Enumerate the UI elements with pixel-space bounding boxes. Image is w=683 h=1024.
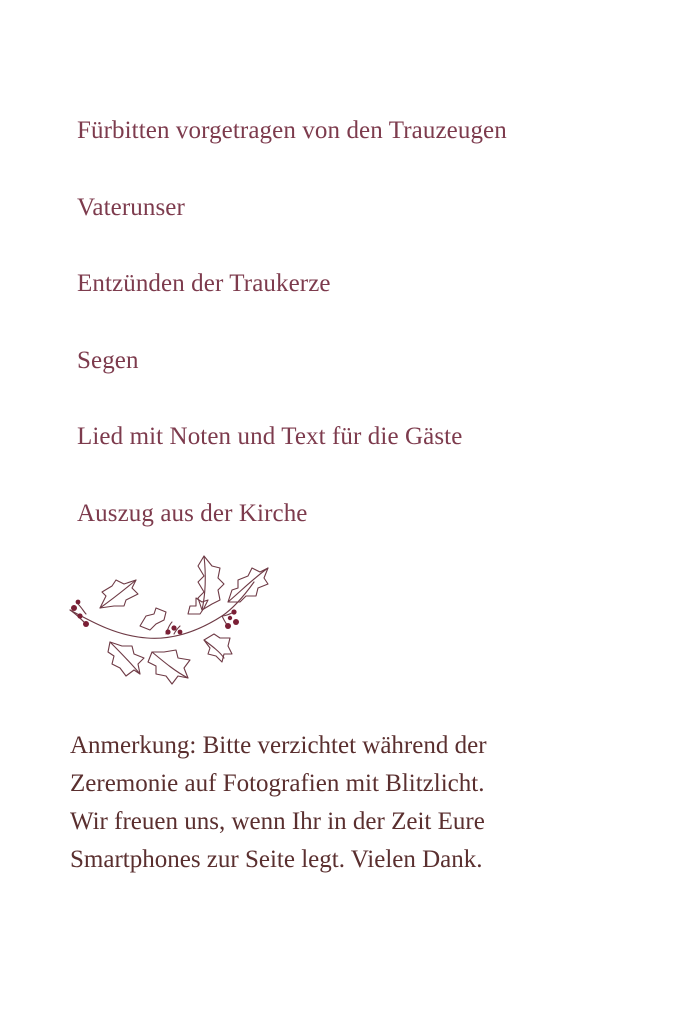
- program-item-auszug: Auszug aus der Kirche: [77, 499, 308, 527]
- holly-branch-icon: [62, 552, 272, 692]
- photo-note: [70, 727, 630, 879]
- ceremony-program-list: [77, 113, 507, 573]
- note-line: Wir freuen uns, wenn Ihr in der Zeit Eure: [70, 808, 485, 835]
- note-line: Smartphones zur Seite legt. Vielen Dank.: [70, 846, 483, 873]
- program-item-lied: Lied mit Noten und Text für die Gäste: [77, 423, 463, 451]
- note-line: Anmerkung: Bitte verzichtet während der: [70, 732, 487, 759]
- note-line: Zeremonie auf Fotografien mit Blitzlicht.: [70, 770, 485, 797]
- program-item-segen: Segen: [77, 346, 139, 374]
- program-item-vaterunser: Vaterunser: [77, 193, 185, 221]
- program-item-fuerbitten: Fürbitten vorgetragen von den Trauzeugen: [77, 117, 507, 144]
- program-item-traukerze: Entzünden der Traukerze: [77, 270, 331, 298]
